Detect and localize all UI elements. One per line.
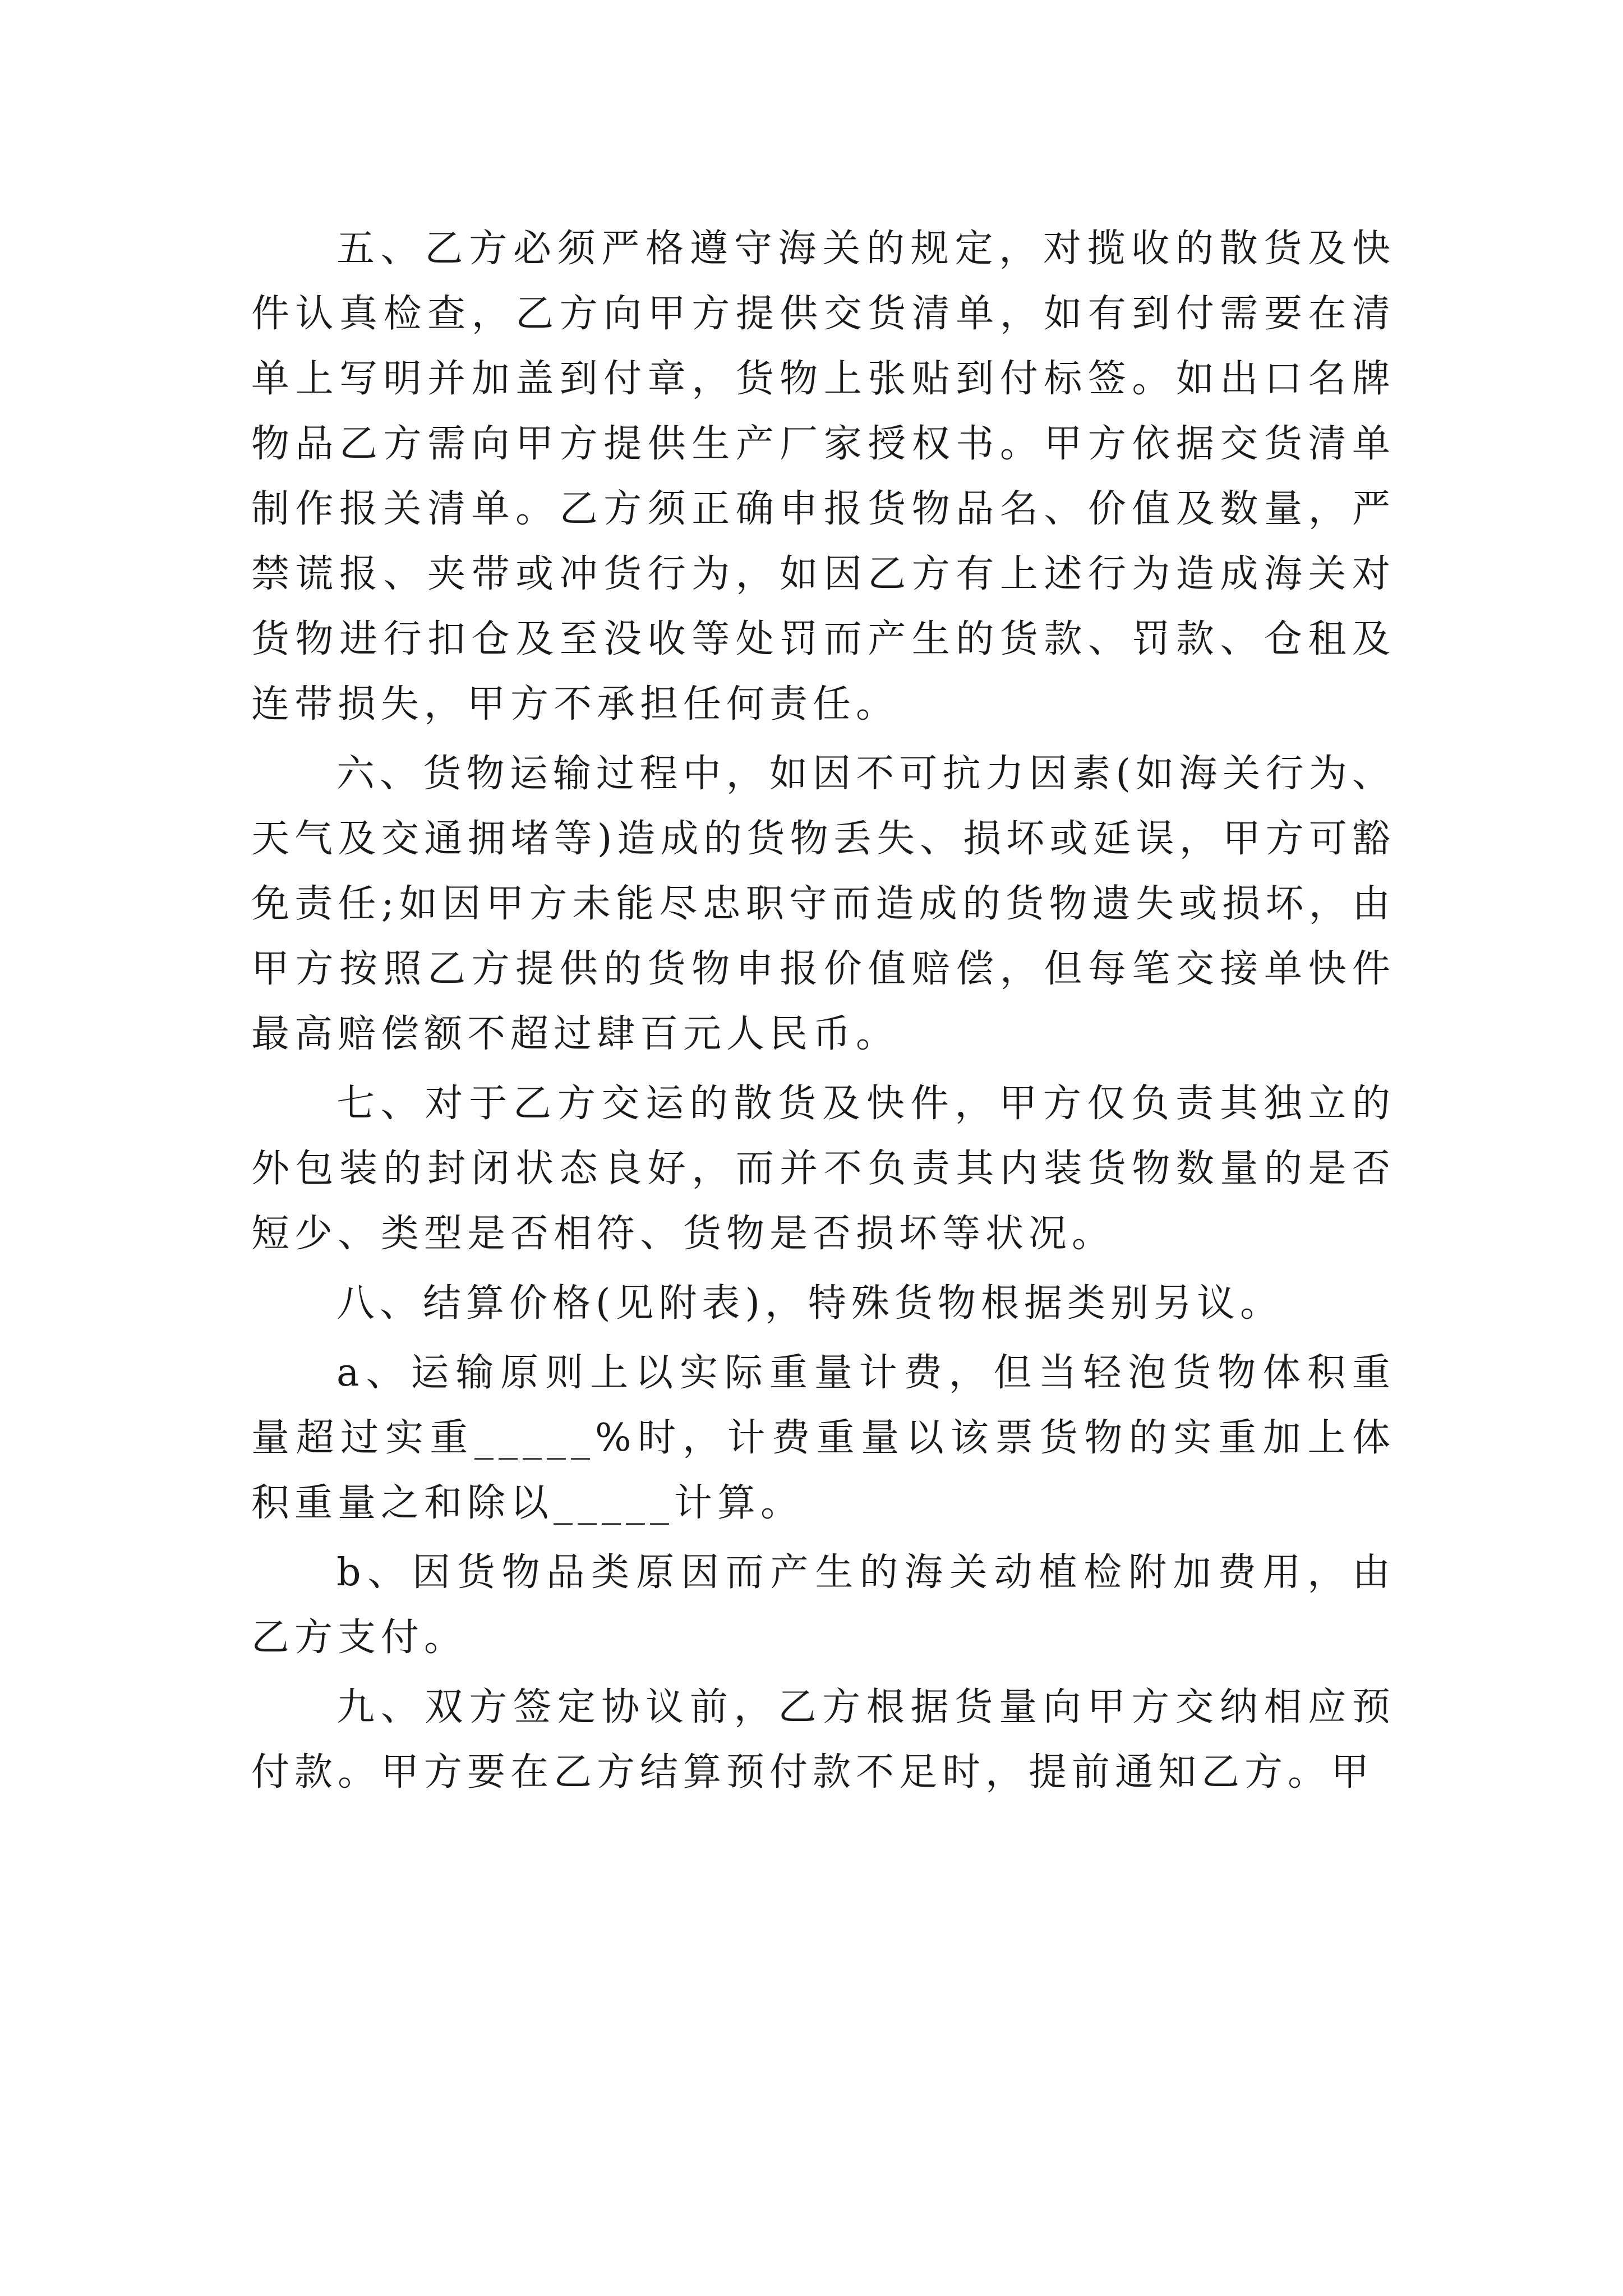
clause-eight: 八、结算价格(见附表)，特殊货物根据类别另议。: [336, 1281, 1284, 1326]
clause-eight-a: a、运输原则上以实际重量计费，但当轻泡货物体积重量超过实重_____%时，计费重量以该票货物的实重加上体积重量之和除以_____计算。: [251, 1351, 1395, 1525]
clause-seven: 七、对于乙方交运的散货及快件，甲方仅负责其独立的外包装的封闭状态良好，而并不负责其内装货物数量的是否短少、类型是否相符、货物是否损坏等状况。: [251, 1082, 1395, 1256]
clause-six: 六、货物运输过程中，如因不可抗力因素(如海关行为、天气及交通拥堵等)造成的货物丢失、损坏或延误，甲方可豁免责任;如因甲方未能尽忠职守而造成的货物遗失或损坏，由甲方按照乙方提供的货物申报价值赔偿，但每笔交接单快件最高赔偿额不超过肆百元人民币。: [251, 752, 1395, 1056]
clause-nine: 九、双方签定协议前，乙方根据货量向甲方交纳相应预付款。甲方要在乙方结算预付款不足时，提前通知乙方。甲: [251, 1685, 1395, 1795]
clause-eight-b: b、因货物品类原因而产生的海关动植检附加费用，由乙方支付。: [251, 1550, 1395, 1660]
clause-five: 五、乙方必须严格遵守海关的规定，对揽收的散货及快件认真检查，乙方向甲方提供交货清单，如有到付需要在清单上写明并加盖到付章，货物上张贴到付标签。如出口名牌物品乙方需向甲方提供生产厂家授权书。甲方依据交货清单制作报关清单。乙方须正确申报货物品名、价值及数量，严禁谎报、夹带或冲货行为，如因乙方有上述行为造成海关对货物进行扣仓及至没收等处罚而产生的货款、罚款、仓租及连带损失，甲方不承担任何责任。: [251, 227, 1395, 726]
document-body: [251, 217, 1395, 1810]
